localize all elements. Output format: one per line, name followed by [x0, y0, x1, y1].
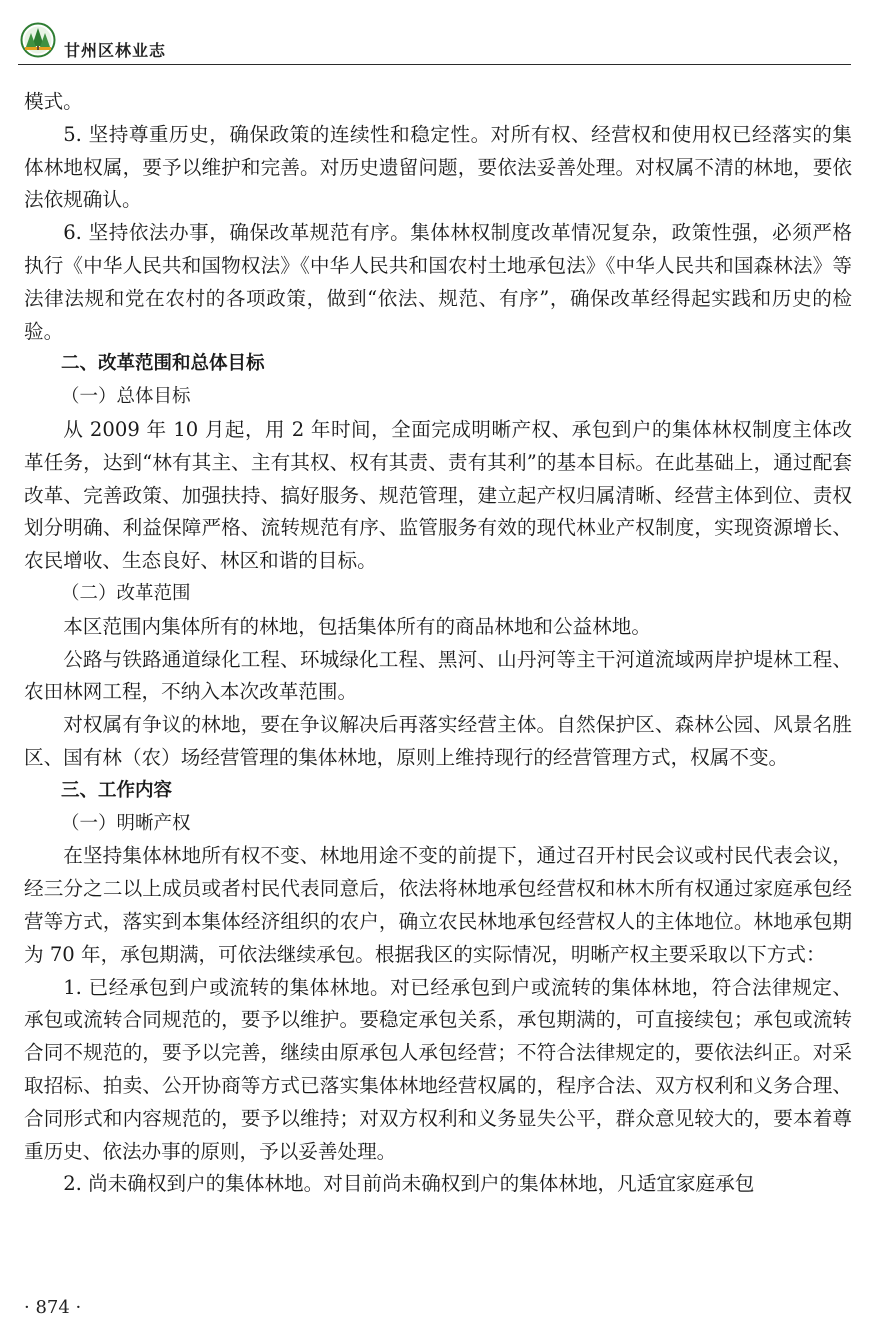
book-title: 甘州区林业志 [64, 41, 167, 60]
body-paragraph: 对权属有争议的林地，要在争议解决后再落实经营主体。自然保护区、森林公园、风景名胜区、国有林（农）场经营管理的集体林地，原则上维持现行的经营管理方式，权属不变。 [24, 713, 852, 769]
subsection-heading: （一）总体目标 [61, 386, 191, 408]
section-heading: 三、工作内容 [61, 779, 173, 801]
body-paragraph: 5. 坚持尊重历史，确保政策的连续性和稳定性。对所有权、经营权和使用权已经落实的集体林地权属，要予以维护和完善。对历史遗留问题，要依法妥善处理。对权属不清的林地，要依法依规确认。 [24, 122, 852, 212]
page-body-text [24, 86, 852, 1201]
page-header [18, 22, 851, 65]
body-paragraph: 在坚持集体林地所有权不变、林地用途不变的前提下，通过召开村民会议或村民代表会议，经三分之二以上成员或者村民代表同意后，依法将林地承包经营权和林木所有权通过家庭承包经营等方式，落实到本集体经济组织的农户，确立农民林地承包经营权人的主体地位。林地承包期为 70 年，承包期满，可依法继续承包。根据我区的实际情况，明晰产权主要采取以下方式： [24, 844, 852, 966]
forestry-logo-icon [20, 22, 56, 58]
subsection-heading: （二）改革范围 [61, 582, 191, 604]
body-paragraph: 公路与铁路通道绿化工程、环城绿化工程、黑河、山丹河等主干河道流域两岸护堤林工程、农田林网工程，不纳入本次改革范围。 [24, 647, 852, 704]
body-paragraph: 1. 已经承包到户或流转的集体林地。对已经承包到户或流转的集体林地，符合法律规定、承包或流转合同规范的，要予以维护。要稳定承包关系，承包期满的，可直接续包；承包或流转合同不规范的，要予以完善，继续由原承包人承包经营；不符合法律规定的，要依法纠正。对采取招标、拍卖、公开协商等方式已落实集体林地经营权属的，程序合法、双方权利和义务合理、合同形式和内容规范的，要予以维持；对双方权利和义务显失公平，群众意见较大的，要本着尊重历史、依法办事的原则，予以妥善处理。 [24, 975, 852, 1163]
body-paragraph: 本区范围内集体所有的林地，包括集体所有的商品林地和公益林地。 [63, 614, 651, 638]
body-paragraph: 6. 坚持依法办事，确保改革规范有序。集体林权制度改革情况复杂，政策性强，必须严格执行《中华人民共和国物权法》《中华人民共和国农村土地承包法》《中华人民共和国森林法》等法律法规和党在农村的各项政策，做到“依法、规范、有序”，确保改革经得起实践和历史的检验。 [24, 221, 852, 343]
body-paragraph: 2. 尚未确权到户的集体林地。对目前尚未确权到户的集体林地，凡适宜家庭承包 [63, 1172, 755, 1196]
section-heading: 二、改革范围和总体目标 [61, 353, 265, 375]
subsection-heading: （一）明晰产权 [61, 812, 191, 834]
body-paragraph: 模式。 [24, 90, 83, 113]
page-number: · 874 · [24, 1297, 82, 1318]
body-paragraph: 从 2009 年 10 月起，用 2 年时间，全面完成明晰产权、承包到户的集体林权制度主体改革任务，达到“林有其主、主有其权、权有其责、责有其利”的基本目标。在此基础上，通过配套改革、完善政策、加强扶持、搞好服务、规范管理，建立起产权归属清晰、经营主体到位、责权划分明确、利益保障严格、流转规范有序、监管服务有效的现代林业产权制度，实现资源增长、农民增收、生态良好、林区和谐的目标。 [24, 417, 852, 573]
